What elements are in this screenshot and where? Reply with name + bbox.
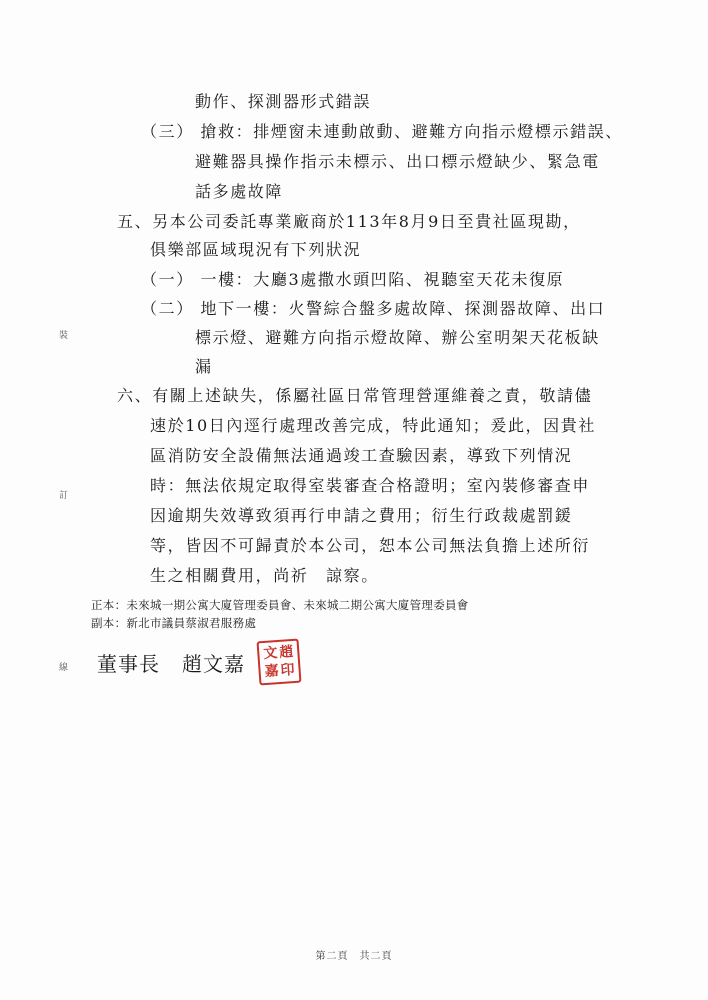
page-number: 第二頁 共二頁 bbox=[315, 951, 393, 962]
official-seal bbox=[257, 639, 302, 686]
signature-name: 趙文嘉 bbox=[182, 652, 245, 676]
binding-mark-xian: 線 bbox=[57, 662, 67, 671]
body-line: 區消防安全設備無法通過竣工查驗因素，導致下列情況 bbox=[150, 446, 573, 465]
signature-block bbox=[97, 652, 245, 676]
binding-mark-ding: 訂 bbox=[57, 490, 67, 499]
body-line: 動作、探測器形式錯誤 bbox=[195, 92, 372, 111]
body-line: 話多處故障 bbox=[195, 182, 284, 201]
body-line: 因逾期失效導致須再行申請之費用；衍生行政裁處罰鍰 bbox=[150, 506, 573, 525]
body-line: 俱樂部區域現況有下列狀況 bbox=[150, 240, 362, 259]
body-line: （二） 地下一樓：火警綜合盤多處故障、探測器故障、出口 bbox=[141, 299, 606, 318]
body-line: 標示燈、避難方向指示燈故障、辦公室明架天花板缺 bbox=[195, 328, 600, 347]
seal-char: 趙 bbox=[278, 643, 294, 661]
section-five-heading: 五、另本公司委託專業廠商於113年8月9日至貴社區現勘， bbox=[117, 212, 581, 231]
seal-char: 文 bbox=[262, 645, 278, 663]
section-six-heading: 六、有關上述缺失，係屬社區日常管理營運維養之責，敬請儘 bbox=[117, 386, 593, 405]
body-line: 生之相關費用，尚祈 諒察。 bbox=[150, 566, 379, 585]
signature-title: 董事長 bbox=[97, 652, 160, 676]
body-line: 時：無法依規定取得室裝審查合格證明；室內裝修審查申 bbox=[150, 476, 591, 495]
body-line: 速於10日內逕行處理改善完成，特此通知；爰此，因貴社 bbox=[150, 416, 596, 435]
seal-char: 嘉 bbox=[264, 663, 280, 681]
body-line: （一） 一樓：大廳3處撒水頭凹陷、視聽室天花未復原 bbox=[141, 270, 565, 289]
distribution-copy: 副本：新北市議員蔡淑君服務處 bbox=[91, 616, 257, 630]
body-line: 漏 bbox=[195, 357, 213, 376]
body-line: 避難器具操作指示未標示、出口標示燈缺少、緊急電 bbox=[195, 152, 600, 171]
seal-char: 印 bbox=[280, 661, 296, 679]
body-line: （三） 搶救：排煙窗未連動啟動、避難方向指示燈標示錯誤、 bbox=[141, 122, 623, 141]
body-line: 等，皆因不可歸責於本公司，恕本公司無法負擔上述所衍 bbox=[150, 536, 591, 555]
distribution-original: 正本：未來城一期公寓大廈管理委員會、未來城二期公寓大廈管理委員會 bbox=[91, 598, 469, 612]
binding-mark-zhuang: 裝 bbox=[57, 330, 67, 339]
